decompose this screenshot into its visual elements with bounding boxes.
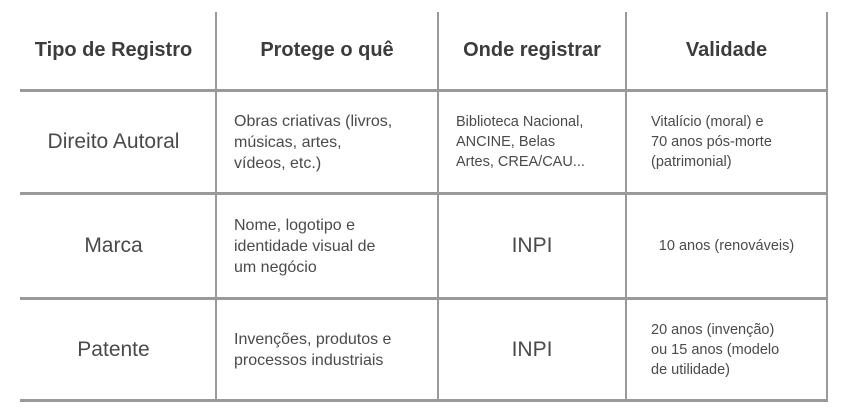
row-marca-tipo: Marca <box>84 234 143 257</box>
row-patente-protege: Invenções, produtos e processos industriais <box>234 330 392 369</box>
row-direito-autoral-validade: Vitalício (moral) e 70 anos pós-morte (patrimonial) <box>651 114 772 170</box>
header-tipo-de-registro: Tipo de Registro <box>34 39 193 61</box>
column-divider <box>826 12 828 402</box>
row-patente-validade: 20 anos (invenção) ou 15 anos (modelo de utilidade) <box>651 321 780 378</box>
row-direito-autoral-tipo: Direito Autoral <box>47 130 180 153</box>
row-marca-onde: INPI <box>511 234 553 257</box>
row-marca-protege: Nome, logotipo e identidade visual de um negócio <box>234 216 376 276</box>
header-protege: Protege o quê <box>260 39 394 61</box>
row-patente-onde: INPI <box>511 337 553 361</box>
row-direito-autoral-onde: Biblioteca Nacional, ANCINE, Belas Artes, CREA/CAU... <box>456 114 585 170</box>
row-patente-tipo: Patente <box>77 337 150 361</box>
header-validade: Validade <box>685 39 768 61</box>
row-divider <box>20 399 828 402</box>
row-direito-autoral-protege: Obras criativas (livros, músicas, artes, vídeos, etc.) <box>234 112 393 172</box>
row-marca-validade: 10 anos (renováveis) <box>658 238 795 254</box>
header-onde-registrar: Onde registrar <box>463 39 601 61</box>
